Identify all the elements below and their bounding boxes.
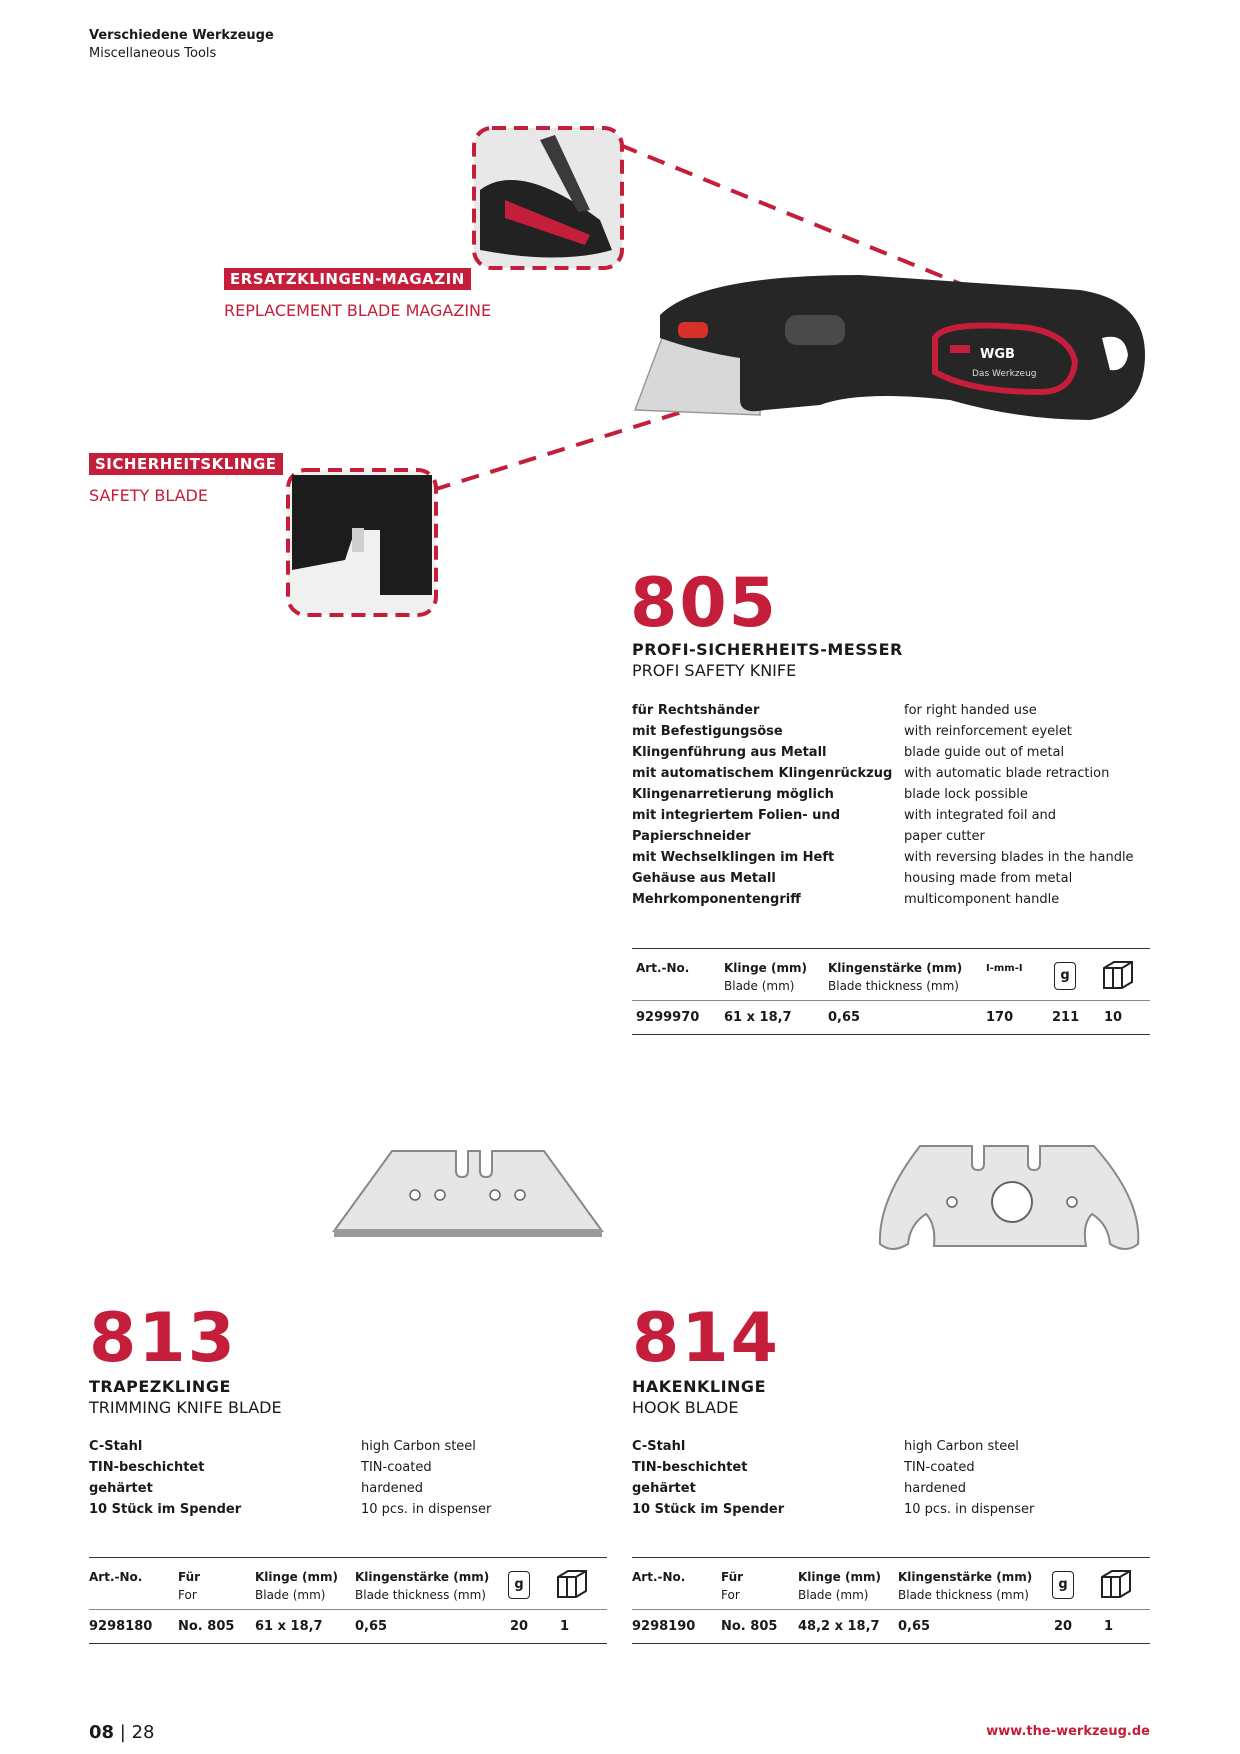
feature-de: Klingenarretierung möglich: [632, 787, 834, 802]
table-bottom-rule: [632, 1034, 1150, 1035]
table-mid-rule: [632, 1000, 1150, 1001]
feature-en: with automatic blade retraction: [904, 766, 1110, 781]
cell-qty: 10: [1104, 1010, 1123, 1025]
callout-safety-de: SICHERHEITSKLINGE: [89, 453, 283, 475]
feature-de: gehärtet: [89, 1481, 153, 1496]
cell-blade: 61 x 18,7: [724, 1010, 792, 1025]
feature-en: housing made from metal: [904, 871, 1073, 886]
cell-weight: 20: [1054, 1619, 1073, 1634]
feature-de: mit integriertem Folien- und: [632, 808, 840, 823]
hook-blade-image: [872, 1140, 1152, 1260]
cell-thickness: 0,65: [828, 1010, 861, 1025]
th-blade: Klinge (mm) Blade (mm): [255, 1570, 338, 1602]
product-title-de-805: PROFI-SICHERHEITS-MESSER: [632, 640, 903, 659]
cell-weight: 211: [1052, 1010, 1080, 1025]
feature-de: mit Befestigungsöse: [632, 724, 783, 739]
safety-knife: [635, 275, 1145, 420]
product-number-813: 813: [89, 1299, 237, 1378]
product-title-de-813: TRAPEZKLINGE: [89, 1377, 231, 1396]
feature-de: für Rechtshänder: [632, 703, 760, 718]
cell-blade: 48,2 x 18,7: [798, 1619, 880, 1634]
features-en-805: [904, 700, 1134, 910]
product-title-en-814: HOOK BLADE: [632, 1398, 739, 1417]
feature-de: TIN-beschichtet: [89, 1460, 205, 1475]
feature-de: TIN-beschichtet: [632, 1460, 748, 1475]
feature-en: 10 pcs. in dispenser: [361, 1502, 492, 1517]
magazine-inset: [474, 128, 622, 268]
cell-art: 9299970: [636, 1010, 700, 1025]
th-blade: Klinge (mm) Blade (mm): [798, 1570, 881, 1602]
feature-de: C-Stahl: [89, 1439, 143, 1454]
feature-en: high Carbon steel: [361, 1439, 476, 1454]
feature-en: hardened: [904, 1481, 967, 1496]
th-for: Für For: [721, 1570, 744, 1602]
product-number-805: 805: [630, 564, 778, 643]
cell-length: 170: [986, 1010, 1014, 1025]
feature-en: 10 pcs. in dispenser: [904, 1502, 1035, 1517]
feature-de: 10 Stück im Spender: [89, 1502, 242, 1517]
callout-safety-en: SAFETY BLADE: [89, 486, 208, 505]
th-length: I-mm-I: [986, 963, 1023, 974]
trapezoid-blade-image: [330, 1145, 610, 1245]
knife-illustration: [0, 100, 1240, 643]
cell-thickness: 0,65: [355, 1619, 388, 1634]
website-link[interactable]: www.the-werkzeug.de: [986, 1724, 1150, 1739]
cell-thickness: 0,65: [898, 1619, 931, 1634]
feature-en: multicomponent handle: [904, 892, 1060, 907]
product-number-814: 814: [632, 1299, 780, 1378]
table-mid-rule: [89, 1609, 607, 1610]
features-de-814: [632, 1436, 784, 1520]
product-title-en-813: TRIMMING KNIFE BLADE: [89, 1398, 282, 1417]
section-number: 08: [89, 1722, 115, 1743]
th-art: Art.-No.: [636, 961, 690, 975]
table-top-rule: [632, 948, 1150, 949]
weight-icon: g: [1054, 962, 1076, 990]
callout-magazine-de: ERSATZKLINGEN-MAGAZIN: [224, 268, 471, 290]
features-de-805: [632, 700, 892, 910]
th-thickness: Klingenstärke (mm) Blade thickness (mm): [355, 1570, 490, 1602]
cell-weight: 20: [510, 1619, 529, 1634]
section-title-de: Verschiedene Werkzeuge: [89, 28, 274, 43]
features-de-813: [89, 1436, 241, 1520]
th-thickness: Klingenstärke (mm) Blade thickness (mm): [898, 1570, 1033, 1602]
feature-en: paper cutter: [904, 829, 985, 844]
feature-en: with reinforcement eyelet: [904, 724, 1072, 739]
cell-art: 9298190: [632, 1619, 696, 1634]
th-thickness: Klingenstärke (mm) Blade thickness (mm): [828, 961, 963, 993]
feature-de: C-Stahl: [632, 1439, 686, 1454]
package-icon: [554, 1567, 590, 1601]
feature-en: hardened: [361, 1481, 424, 1496]
page-number: 08 | 28: [89, 1722, 155, 1743]
knife-brand: WGB: [980, 347, 1015, 362]
feature-de: 10 Stück im Spender: [632, 1502, 785, 1517]
weight-icon: g: [1052, 1571, 1074, 1599]
th-art: Art.-No.: [632, 1570, 686, 1584]
feature-de: mit Wechselklingen im Heft: [632, 850, 835, 865]
page-number-value: 28: [131, 1722, 155, 1743]
cell-blade: 61 x 18,7: [255, 1619, 323, 1634]
feature-en: for right handed use: [904, 703, 1037, 718]
th-for: Für For: [178, 1570, 201, 1602]
table-top-rule: [89, 1557, 607, 1558]
product-title-de-814: HAKENKLINGE: [632, 1377, 766, 1396]
features-en-814: [904, 1436, 1034, 1520]
section-title-en: Miscellaneous Tools: [89, 46, 217, 61]
feature-en: TIN-coated: [361, 1460, 432, 1475]
table-bottom-rule: [89, 1643, 607, 1644]
weight-icon: g: [508, 1571, 530, 1599]
feature-en: with reversing blades in the handle: [904, 850, 1134, 865]
product-title-en-805: PROFI SAFETY KNIFE: [632, 661, 797, 680]
cell-art: 9298180: [89, 1619, 153, 1634]
feature-de: Papierschneider: [632, 829, 751, 844]
table-mid-rule: [632, 1609, 1150, 1610]
feature-en: blade lock possible: [904, 787, 1028, 802]
feature-de: Mehrkomponentengriff: [632, 892, 801, 907]
feature-de: gehärtet: [632, 1481, 696, 1496]
safety-connector: [433, 400, 720, 490]
cell-qty: 1: [560, 1619, 570, 1634]
knife-tagline: Das Werkzeug: [972, 369, 1037, 379]
table-top-rule: [632, 1557, 1150, 1558]
features-en-813: [361, 1436, 491, 1520]
feature-de: mit automatischem Klingenrückzug: [632, 766, 893, 781]
callout-magazine-en: REPLACEMENT BLADE MAGAZINE: [224, 301, 492, 320]
feature-en: high Carbon steel: [904, 1439, 1019, 1454]
package-icon: [1100, 958, 1136, 992]
feature-en: with integrated foil and: [904, 808, 1057, 823]
cell-for: No. 805: [721, 1619, 778, 1634]
feature-en: TIN-coated: [904, 1460, 975, 1475]
th-art: Art.-No.: [89, 1570, 143, 1584]
th-blade: Klinge (mm) Blade (mm): [724, 961, 807, 993]
cell-for: No. 805: [178, 1619, 235, 1634]
feature-en: blade guide out of metal: [904, 745, 1065, 760]
safety-inset: [288, 470, 436, 615]
cell-qty: 1: [1104, 1619, 1114, 1634]
feature-de: Klingenführung aus Metall: [632, 745, 827, 760]
package-icon: [1098, 1567, 1134, 1601]
table-bottom-rule: [632, 1643, 1150, 1644]
feature-de: Gehäuse aus Metall: [632, 871, 776, 886]
